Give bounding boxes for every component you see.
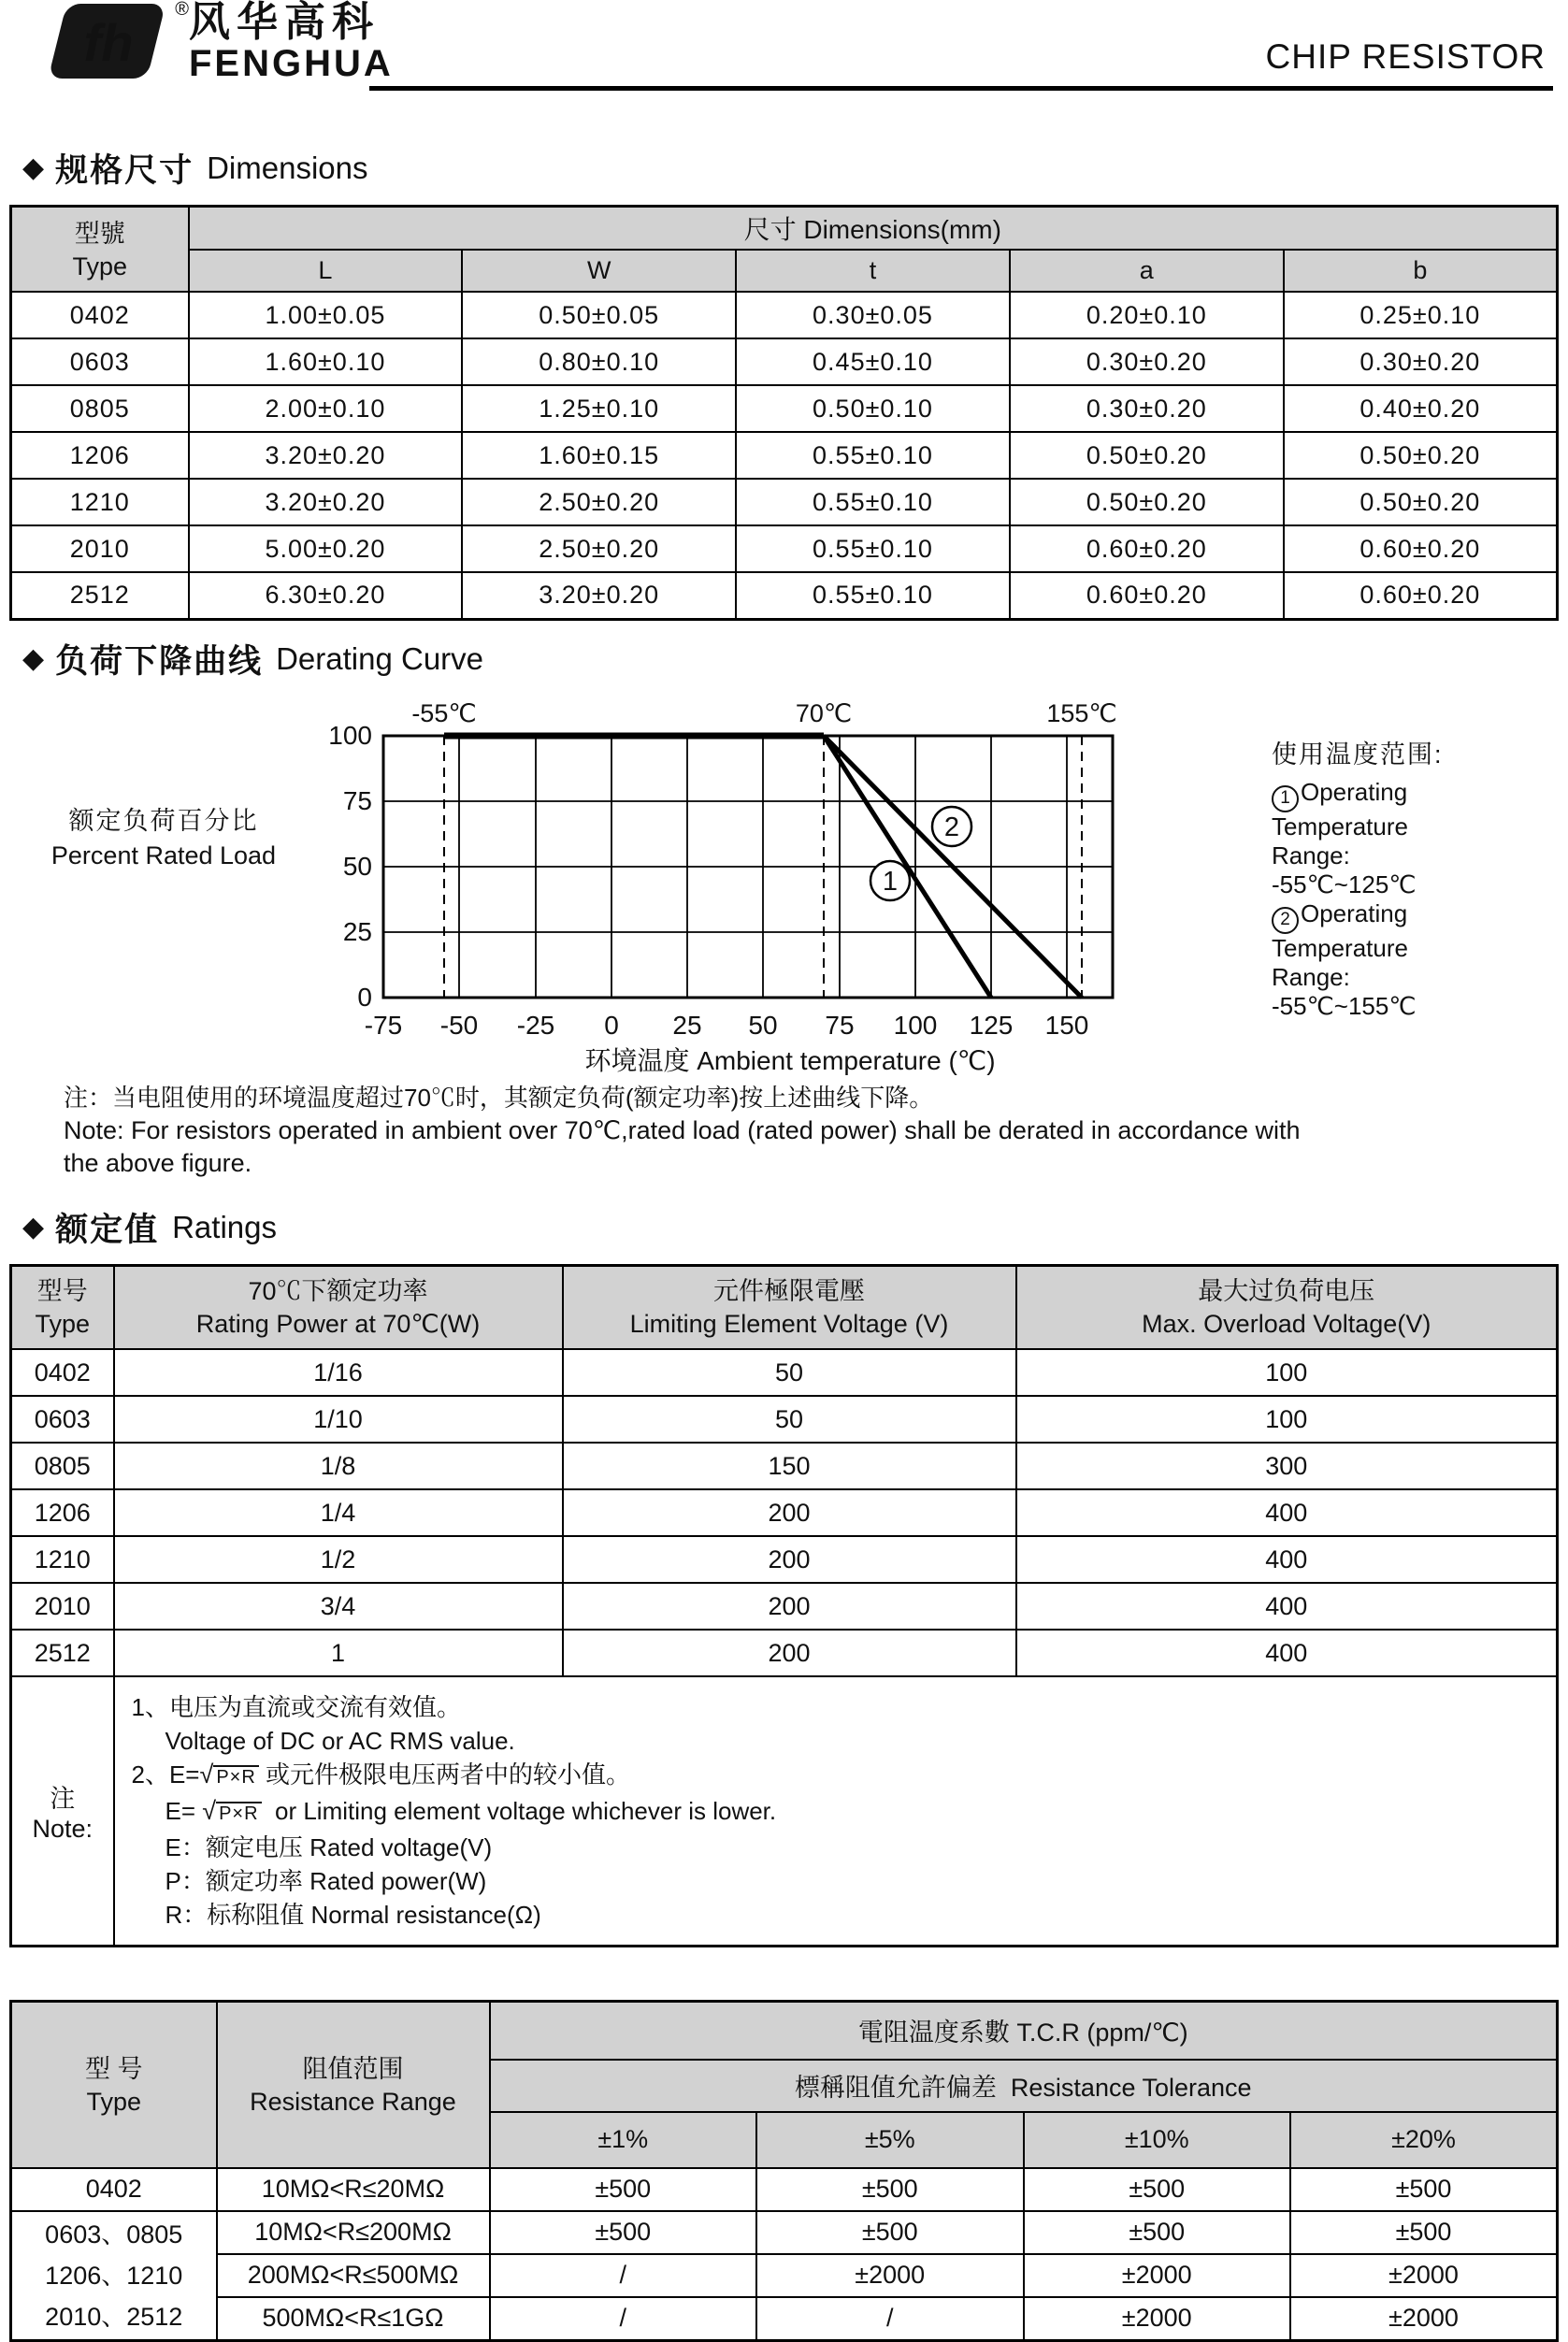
table-row (11, 2254, 1558, 2297)
table-cell: ±500 (1290, 2211, 1558, 2254)
table-cell: 0.25±0.10 (1284, 292, 1558, 338)
table-cell: 500MΩ<R≤1GΩ (217, 2297, 490, 2340)
table-cell: 2512 (11, 572, 189, 619)
table-cell: 1210 (11, 1536, 114, 1583)
col-header-b: b (1284, 250, 1558, 292)
table-cell: 200 (563, 1536, 1016, 1583)
table-cell: 1/10 (114, 1396, 563, 1443)
table-cell: 0.55±0.10 (736, 572, 1010, 619)
type-column-header: 型号 Type (11, 1265, 114, 1349)
table-row (11, 432, 1558, 479)
table-cell: 2.50±0.20 (462, 525, 736, 572)
table-cell: 1/16 (114, 1349, 563, 1396)
table-cell: 0.50±0.20 (1010, 432, 1284, 479)
derating-chart (9, 684, 1559, 1077)
table-cell: 0.60±0.20 (1284, 525, 1558, 572)
table-cell: 400 (1016, 1489, 1558, 1536)
page-title: CHIP RESISTOR (1265, 37, 1546, 76)
table-row (11, 2211, 1558, 2254)
diamond-icon: ◆ (22, 152, 45, 183)
table-row (11, 1630, 1558, 1676)
table-row (11, 572, 1558, 619)
table-row (11, 525, 1558, 572)
temp-marker-label: -55℃ (411, 698, 477, 727)
table-row (11, 338, 1558, 385)
merged-type-cell: 0603、0805 1206、1210 2010、2512 (11, 2211, 217, 2341)
tolerance-col-header: ±1% (490, 2112, 757, 2168)
table-cell: 2010 (11, 525, 189, 572)
note-line: P：额定功率 Rated power(W) (165, 1867, 487, 1895)
derating-note (64, 1081, 1559, 1180)
table-cell: 0.45±0.10 (736, 338, 1010, 385)
note-line: Voltage of DC or AC RMS value. (165, 1727, 515, 1755)
overload-voltage-column-header: 最大过负荷电压 Max. Overload Voltage(V) (1016, 1265, 1558, 1349)
table-cell: 0.30±0.20 (1010, 385, 1284, 432)
legend-line: 1 Operating (1272, 778, 1552, 812)
table-row (11, 250, 1558, 292)
table-cell: 0805 (11, 385, 189, 432)
table-cell: 6.30±0.20 (189, 572, 463, 619)
table-cell: 3.20±0.20 (189, 479, 463, 525)
table-cell: 300 (1016, 1443, 1558, 1489)
y-tick-label: 75 (342, 785, 372, 815)
table-cell: 1 (114, 1630, 563, 1676)
registered-icon: ® (175, 0, 189, 20)
table-row (11, 1265, 1558, 1349)
table-cell: 1210 (11, 479, 189, 525)
note-body-cell (114, 1676, 1558, 1947)
table-cell: 0603 (11, 338, 189, 385)
x-tick-label: 0 (604, 1010, 619, 1040)
table-cell: 1/4 (114, 1489, 563, 1536)
company-name (189, 1, 394, 83)
table-cell: 0.40±0.20 (1284, 385, 1558, 432)
table-row (11, 1676, 1558, 1947)
ratings-table (9, 1264, 1559, 1948)
col-header-a: a (1010, 250, 1284, 292)
table-cell: 0.30±0.20 (1010, 338, 1284, 385)
x-tick-label: 150 (1044, 1010, 1089, 1040)
note-line: 2、E=√ P×R 或元件极限电压两者中的较小值。 (131, 1760, 631, 1789)
legend-line: Temperature (1272, 933, 1408, 962)
y-axis-label (9, 684, 318, 873)
y-tick-labels (328, 721, 372, 1012)
x-tick-labels (365, 1011, 1089, 1040)
y-axis-label-en: Percent Rated Load (50, 841, 277, 869)
table-cell: 150 (563, 1443, 1016, 1489)
table-cell: 100 (1016, 1396, 1558, 1443)
table-cell: ±500 (490, 2168, 757, 2211)
table-cell: 200 (563, 1489, 1016, 1536)
tolerance-span-header: 標稱阻值允許偏差 Resistance Tolerance (490, 2060, 1558, 2112)
y-axis-label-zh: 额定负荷百分比 (68, 806, 259, 835)
header-rule (369, 86, 1553, 91)
derating-note-en: Note: For resistors operated in ambient over 70℃,rated load (rated power) shall be derated in accordance with (64, 1115, 1301, 1144)
temp-marker-label: 155℃ (1046, 698, 1117, 727)
table-cell: 0.50±0.20 (1284, 479, 1558, 525)
table-cell: 0.50±0.20 (1010, 479, 1284, 525)
table-cell: 1/8 (114, 1443, 563, 1489)
table-cell: ±2000 (756, 2254, 1024, 2297)
table-cell: ±2000 (1024, 2254, 1291, 2297)
x-tick-label: -75 (364, 1010, 403, 1040)
table-row (11, 1489, 1558, 1536)
logo-mark (37, 0, 189, 86)
table-row (11, 1583, 1558, 1630)
col-header-W: W (462, 250, 736, 292)
type-column-header: 型號 Type (11, 207, 189, 293)
chart-legend (1262, 684, 1552, 1021)
power-column-header: 70℃下额定功率 Rating Power at 70℃(W) (114, 1265, 563, 1349)
table-row (11, 1536, 1558, 1583)
table-cell: 0402 (11, 2168, 217, 2211)
table-cell: / (490, 2297, 757, 2340)
x-tick-label: -50 (439, 1010, 479, 1040)
note-label-cell: 注 Note: (11, 1676, 114, 1947)
table-cell: ±500 (1290, 2168, 1558, 2211)
table-cell: / (490, 2254, 757, 2297)
table-cell: 0.50±0.05 (462, 292, 736, 338)
table-cell: 10MΩ<R≤20MΩ (217, 2168, 490, 2211)
x-tick-label: 25 (672, 1010, 702, 1040)
table-cell: 5.00±0.20 (189, 525, 463, 572)
table-cell: 200 (563, 1583, 1016, 1630)
table-cell: 0.55±0.10 (736, 432, 1010, 479)
table-cell: 10MΩ<R≤200MΩ (217, 2211, 490, 2254)
table-cell: 0.80±0.10 (462, 338, 736, 385)
dimensions-span-header: 尺寸 Dimensions(mm) (189, 207, 1558, 251)
table-cell: 0.60±0.20 (1284, 572, 1558, 619)
table-row (11, 2168, 1558, 2211)
table-cell: ±2000 (1290, 2297, 1558, 2340)
note-line: E：额定电压 Rated voltage(V) (165, 1833, 493, 1861)
table-row (11, 207, 1558, 251)
col-header-L: L (189, 250, 463, 292)
sqrt-icon: √ (202, 1797, 217, 1825)
tolerance-col-header: ±10% (1024, 2112, 1291, 2168)
table-cell: 50 (563, 1396, 1016, 1443)
note-line: 1、电压为直流或交流有效值。 (131, 1693, 461, 1721)
table-cell: 0.50±0.10 (736, 385, 1010, 432)
x-tick-label: 50 (748, 1010, 778, 1040)
diamond-icon: ◆ (22, 1211, 45, 1243)
table-cell: 2512 (11, 1630, 114, 1676)
y-tick-label: 0 (357, 982, 372, 1012)
table-cell: ±500 (756, 2211, 1024, 2254)
legend-line: Range: (1272, 962, 1350, 991)
diamond-icon: ◆ (22, 642, 45, 674)
table-cell: 3.20±0.20 (189, 432, 463, 479)
derating-note-zh: 注：当电阻使用的环境温度超过70℃时，其额定负荷(额定功率)按上述曲线下降。 (64, 1083, 934, 1112)
dimensions-table (9, 205, 1559, 621)
table-row (11, 2002, 1558, 2060)
note-line: E= √ P×R or Limiting element voltage whichever is lower. (165, 1797, 777, 1825)
table-cell: 2.50±0.20 (462, 479, 736, 525)
x-tick-label: 75 (825, 1010, 855, 1040)
table-cell: ±500 (1024, 2168, 1291, 2211)
derating-heading (22, 636, 1559, 682)
table-cell: 3.20±0.20 (462, 572, 736, 619)
table-cell: 1.00±0.05 (189, 292, 463, 338)
circled-2-icon: 2 (1272, 907, 1299, 934)
legend-title: 使用温度范围: (1272, 740, 1444, 769)
dimensions-heading (22, 145, 1559, 192)
table-cell: 0.60±0.20 (1010, 525, 1284, 572)
x-tick-label: 100 (893, 1010, 938, 1040)
ratings-heading-zh: 额定值 (55, 1211, 160, 1248)
table-cell: ±500 (756, 2168, 1024, 2211)
legend-line: 2 Operating (1272, 899, 1552, 934)
derating-note-en: the above figure. (64, 1148, 252, 1177)
tolerance-col-header: ±5% (756, 2112, 1024, 2168)
type-column-header: 型 号 Type (11, 2002, 217, 2168)
derating-heading-en: Derating Curve (276, 640, 484, 676)
table-cell: 1206 (11, 432, 189, 479)
sqrt-icon: √ (199, 1760, 214, 1789)
table-cell: 2010 (11, 1583, 114, 1630)
table-cell: 1.25±0.10 (462, 385, 736, 432)
tcr-table (9, 2000, 1559, 2342)
fenghua-logo (37, 1, 394, 86)
table-cell: 0.50±0.20 (1284, 432, 1558, 479)
x-tick-label: 125 (969, 1010, 1014, 1040)
table-row (11, 385, 1558, 432)
temp-marker-label: 70℃ (795, 698, 853, 727)
table-row (11, 1396, 1558, 1443)
tcr-span-header: 電阻温度系數 T.C.R (ppm/℃) (490, 2002, 1558, 2060)
dimensions-heading-en: Dimensions (207, 151, 368, 185)
table-row (11, 1443, 1558, 1489)
table-cell: 0.30±0.05 (736, 292, 1010, 338)
table-row (11, 292, 1558, 338)
y-tick-label: 50 (342, 851, 372, 881)
y-tick-label: 25 (342, 916, 372, 946)
company-name-en: FENGHUA (189, 43, 394, 84)
table-cell: 2.00±0.10 (189, 385, 463, 432)
note-line: R：标称阻值 Normal resistance(Ω) (165, 1901, 541, 1929)
table-cell: 1/2 (114, 1536, 563, 1583)
y-tick-label: 100 (328, 720, 372, 750)
table-row (11, 1349, 1558, 1396)
curve-1-badge (870, 861, 910, 900)
logo-mark-letters: fh (83, 13, 134, 72)
table-cell: 200 (563, 1630, 1016, 1676)
horizontal-grid-lines (383, 801, 1113, 932)
table-cell: 1206 (11, 1489, 114, 1536)
table-cell: 0.55±0.10 (736, 525, 1010, 572)
table-cell: 400 (1016, 1536, 1558, 1583)
derating-curve-svg (318, 684, 1262, 1077)
table-cell: 0.30±0.20 (1284, 338, 1558, 385)
legend-line: -55℃~155℃ (1272, 991, 1417, 1020)
table-cell: ±2000 (1024, 2297, 1291, 2340)
table-cell: 0.60±0.20 (1010, 572, 1284, 619)
resistance-range-column-header: 阻值范围 Resistance Range (217, 2002, 490, 2168)
table-row (11, 479, 1558, 525)
svg-text:1: 1 (882, 866, 899, 897)
table-cell: 3/4 (114, 1583, 563, 1630)
table-cell: 400 (1016, 1630, 1558, 1676)
table-cell: 0402 (11, 1349, 114, 1396)
x-axis-title: 环境温度 Ambient temperature (℃) (584, 1045, 996, 1075)
table-cell: 200MΩ<R≤500MΩ (217, 2254, 490, 2297)
table-cell: 1.60±0.10 (189, 338, 463, 385)
table-cell: 1.60±0.15 (462, 432, 736, 479)
table-cell: 0.20±0.10 (1010, 292, 1284, 338)
table-cell: 0805 (11, 1443, 114, 1489)
dimensions-heading-zh: 规格尺寸 (55, 152, 194, 189)
table-cell: / (756, 2297, 1024, 2340)
tolerance-col-header: ±20% (1290, 2112, 1558, 2168)
legend-line: Temperature (1272, 812, 1408, 841)
table-cell: 50 (563, 1349, 1016, 1396)
table-cell: 0.55±0.10 (736, 479, 1010, 525)
table-cell: 100 (1016, 1349, 1558, 1396)
derating-heading-zh: 负荷下降曲线 (55, 642, 264, 680)
col-header-t: t (736, 250, 1010, 292)
company-name-zh: 风华高科 (189, 0, 380, 45)
table-cell: ±500 (490, 2211, 757, 2254)
limiting-voltage-column-header: 元件極限電壓 Limiting Element Voltage (V) (563, 1265, 1016, 1349)
logo-mark-icon (37, 1, 174, 81)
table-row (11, 2297, 1558, 2340)
legend-line: Range: (1272, 841, 1350, 869)
circled-1-icon: 1 (1272, 785, 1299, 812)
legend-line: -55℃~125℃ (1272, 869, 1417, 898)
table-cell: 0402 (11, 292, 189, 338)
table-cell: 0603 (11, 1396, 114, 1443)
x-tick-label: -25 (516, 1010, 555, 1040)
page-header (9, 0, 1559, 86)
ratings-heading-en: Ratings (172, 1209, 277, 1244)
table-cell: ±2000 (1290, 2254, 1558, 2297)
curve-2-badge (932, 807, 971, 846)
table-cell: ±500 (1024, 2211, 1291, 2254)
table-cell: 400 (1016, 1583, 1558, 1630)
svg-text:2: 2 (943, 812, 960, 842)
ratings-heading (22, 1204, 1559, 1251)
